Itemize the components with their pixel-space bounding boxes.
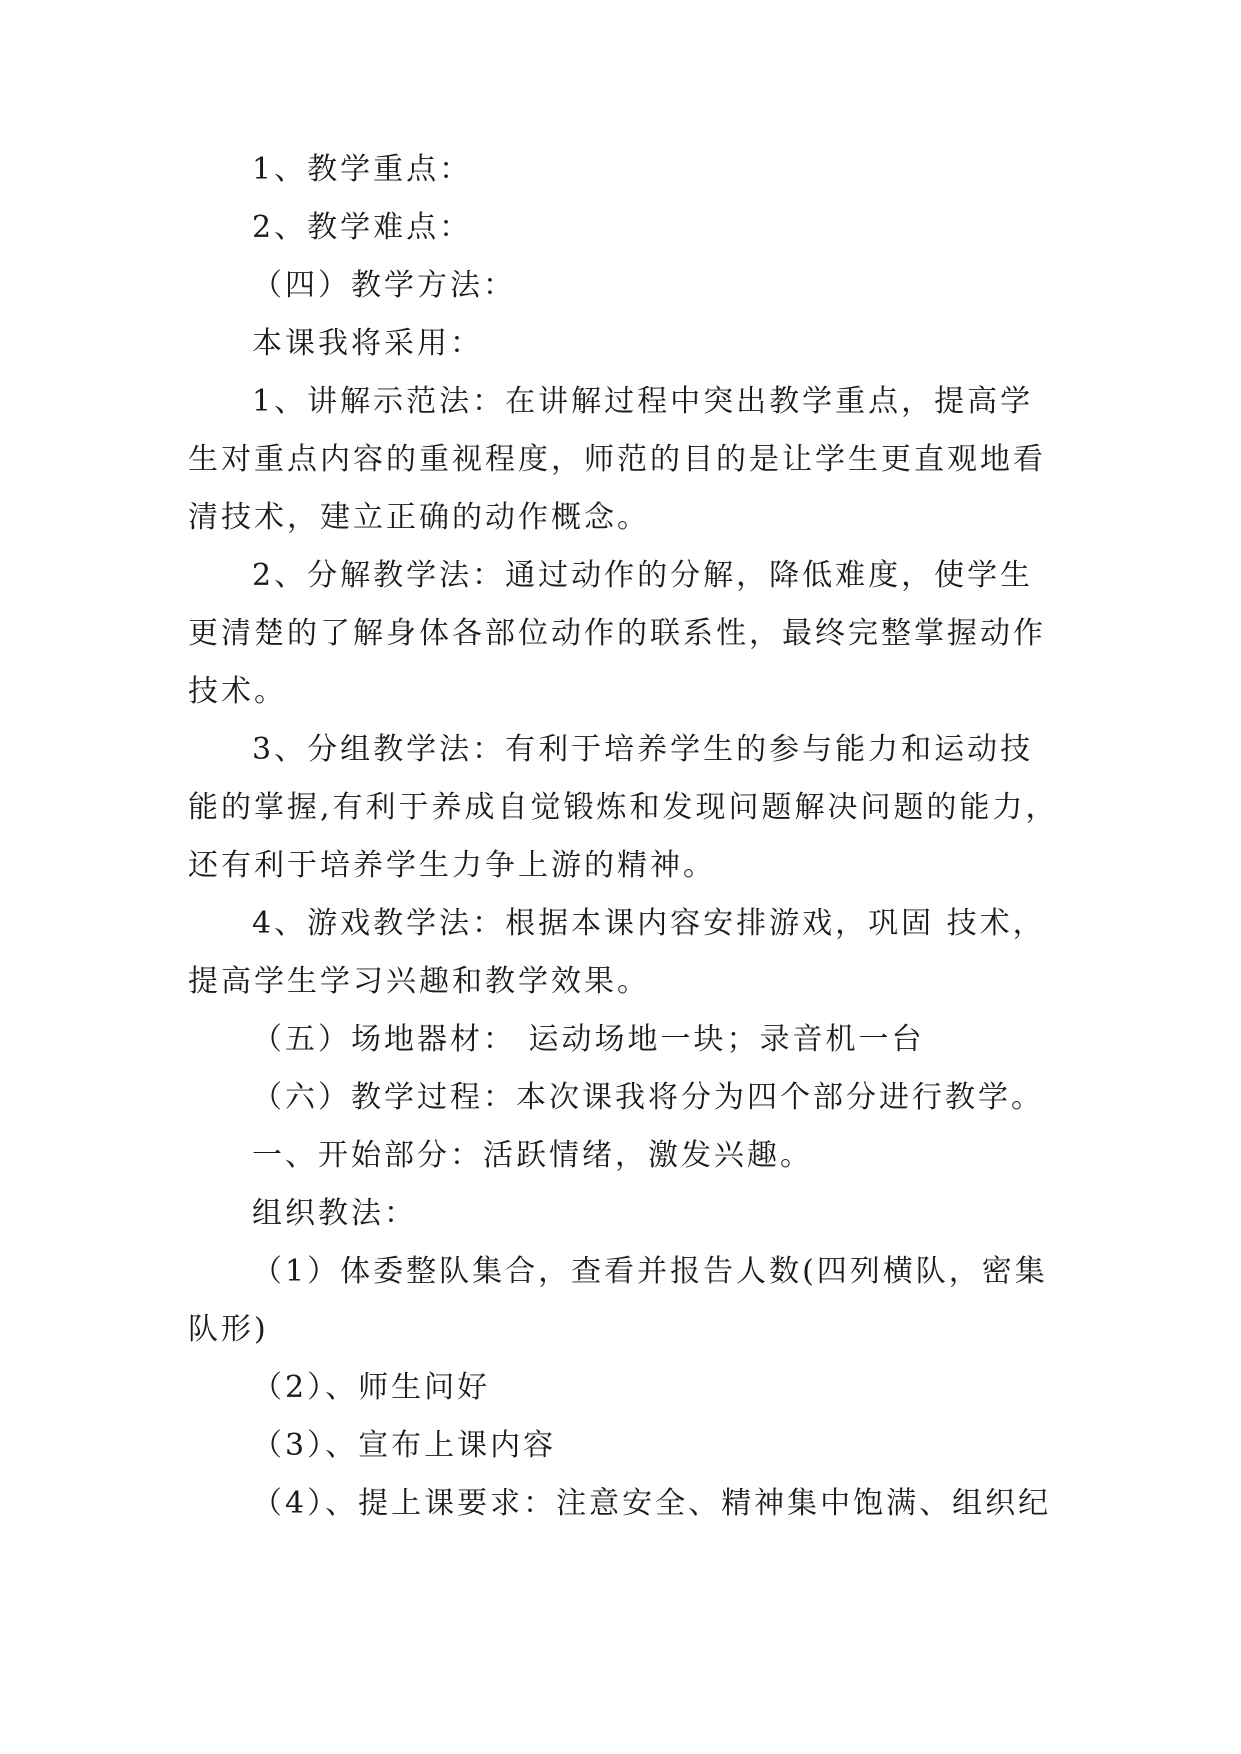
- text-line: 还有利于培养学生力争上游的精神。: [188, 848, 716, 883]
- text-line: 本课我将采用：: [252, 326, 483, 361]
- text-line: （六）教学过程：本次课我将分为四个部分进行教学。: [252, 1080, 1044, 1115]
- text-line: 2、教学难点：: [252, 210, 473, 245]
- text-line: 能的掌握,有利于养成自觉锻炼和发现问题解决问题的能力，: [188, 790, 1059, 825]
- text-line: 2、分解教学法：通过动作的分解，降低难度，使学生: [252, 558, 1034, 593]
- text-line: 1、讲解示范法：在讲解过程中突出教学重点，提高学: [252, 384, 1034, 419]
- text-line: （3）、宣布上课内容: [252, 1428, 557, 1463]
- text-line: 生对重点内容的重视程度，师范的目的是让学生更直观地看: [188, 442, 1046, 477]
- text-line: 技术。: [188, 674, 287, 709]
- text-line: 组织教法：: [252, 1196, 417, 1231]
- text-line: 一、开始部分：活跃情绪，激发兴趣。: [252, 1138, 813, 1173]
- text-line: 4、游戏教学法：根据本课内容安排游戏，巩固 技术，: [252, 906, 1046, 941]
- text-line: 提高学生学习兴趣和教学效果。: [188, 964, 650, 999]
- text-line: （2）、师生问好: [252, 1370, 491, 1405]
- text-line: 1、教学重点：: [252, 152, 473, 187]
- text-line: （四）教学方法：: [252, 268, 516, 303]
- text-line: （1）体委整队集合，查看并报告人数(四列横队，密集: [252, 1254, 1048, 1289]
- text-line: 队形): [188, 1312, 269, 1347]
- text-line: （五）场地器材： 运动场地一块；录音机一台: [252, 1022, 925, 1057]
- text-line: （4）、提上课要求：注意安全、精神集中饱满、组织纪: [252, 1486, 1052, 1521]
- text-line: 3、分组教学法：有利于培养学生的参与能力和运动技: [252, 732, 1034, 767]
- text-line: 更清楚的了解身体各部位动作的联系性，最终完整掌握动作: [188, 616, 1046, 651]
- text-line: 清技术，建立正确的动作概念。: [188, 500, 650, 535]
